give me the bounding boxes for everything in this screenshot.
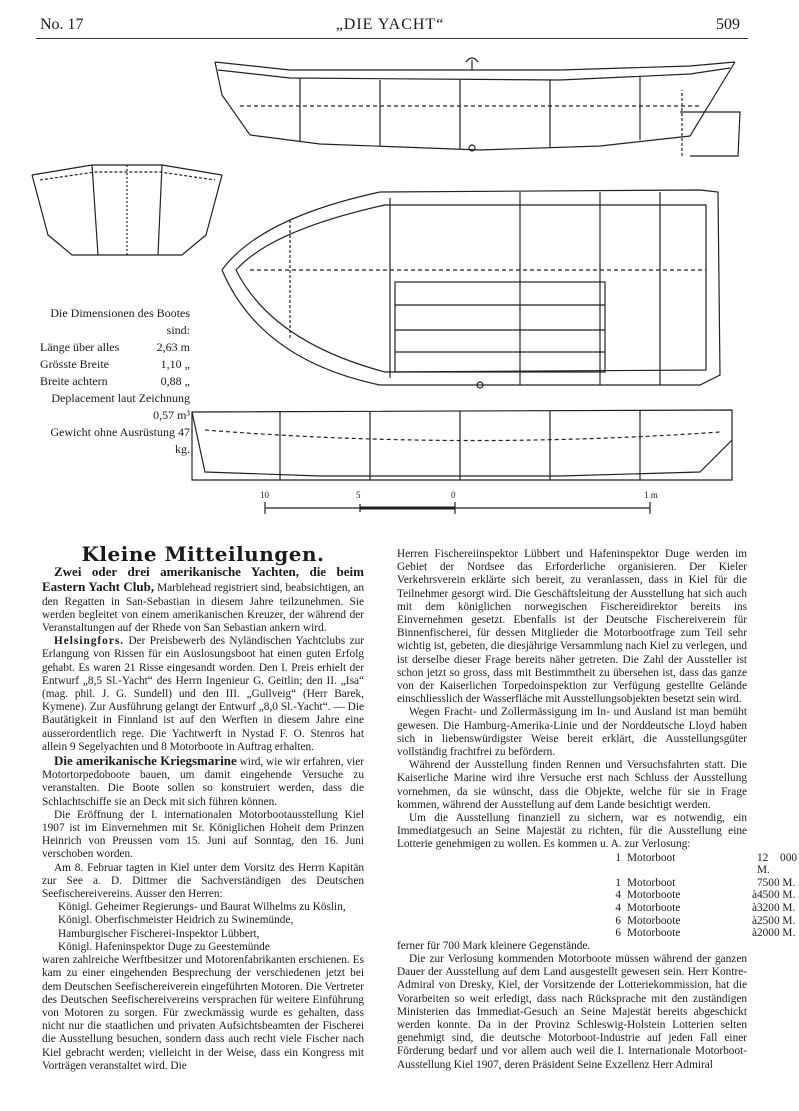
scale-label-0: 0 bbox=[451, 490, 456, 500]
article-text: waren zahlreiche Werftbesitzer und Motorenfabrikanten erschienen. Es kam zu einer eingehenden Besprechung der verschiedenen jetzt bei dem Deutschen Seefischereiverein eingeführten Motoren. Die Vertreter des Deutschen Seefischereivereins versprachen für weitere Einführung von Motoren zu sorgen. Für zweckmässig wurde es gehalten, dass nicht nur die staatlichen und privaten Aufsichtsbeamten der Fischerei die Ausstellung besuchen, sondern dass auch recht viele Fischer nach Kiel gebracht werden; vielleicht in der Weise, dass ein Kongress mit Vorträgen veranstaltet wird. Die bbox=[42, 954, 364, 1072]
column-right bbox=[397, 548, 797, 1072]
article-text: Die zur Verlosung kommenden Motorboote müssen während der ganzen Dauer der Ausstellung auf dem Land ausgestellt gewesen sein. Herr Kontre-Admiral von Dresky, Kiel, der Vorsitzende der Lotteriekommission, hat die Vorarbeiten so weit erledigt, dass nach Rücksprache mit den zuständigen Ministerien das Immediat-Gesuch an Seine Majestät bereits abgeschickt werden konnte. Da in der Provinz Schleswig-Holstein Lotterien selten genehmigt sind, die deutsche Motorboot-Industrie auf jeden Fall einer Förderung bedarf und vor allem auch weil die I. Internationale Motorboot-Ausstellung Kiel 1907, deren Präsident Seine Exzellenz Herr Admiral bbox=[397, 953, 747, 1071]
section-title: Kleine Mitteilungen. bbox=[81, 542, 325, 566]
scale-label-1m: 1 m bbox=[644, 490, 658, 500]
article-lead: Zwei oder drei amerikanische Yachten, die beim Eastern Yacht Club, bbox=[42, 564, 364, 595]
scale-label-10: 10 bbox=[260, 490, 269, 500]
dimension-row: Breite achtern 0,88 „ bbox=[40, 374, 190, 388]
name-line: Königl. Hafeninspektor Duge zu Geestemünde bbox=[58, 940, 270, 953]
article-text: Der Preisbewerb des Nyländischen Yachtclubs zur Erlangung von Rissen für ein Auslosungsboot hat einen guten Erfolg gehabt. Es waren 21 Risse eingesandt worden. Den I. Preis erhielt der Entwurf „8,5 Sl.-Yacht“ des Herrn Ingenieur G. Geitlin; den II. „Isa“ (mag. phil. J. G. Sundell) und den III. „Gullveig“ (Herr Barek, Kymene). Zur Ausführung gelangt der Entwurf „8,0 Sl.-Yacht“. — Die Bautätigkeit in Finnland ist auf den Werften in diesem Jahre eine ausserordentlich rege. Die Yachtwerft in Nystad F. O. Stenros hat allein 9 Segelyachten und 8 Motorboote in Auftrag erhalten. bbox=[42, 635, 365, 753]
scale-bar bbox=[265, 502, 650, 514]
side-elevation bbox=[215, 58, 740, 156]
name-line: Königl. Geheimer Regierungs- und Baurat Wilhelms zu Köslin, bbox=[58, 901, 346, 914]
lottery-list: 1 Motorboot 12 000 M. 1 Motorboot 7500 M. 4 Motorboote à 4500 M. 4 Motorboote à 3200 M. 6 Motorboote à 2500 M. 6 Motorboote à 2000 M. bbox=[615, 851, 797, 940]
article-text: Wegen Fracht- und Zollermässigung im In- und Ausland ist man bemüht gewesen. Die Hamburg-Amerika-Linie und der Norddeutsche Lloyd haben sich in liebenswürdigster Weise bereit erklärt, die Ausstellungsgüter vollständig frachtfrei zu befördern. bbox=[397, 706, 747, 759]
article-text: Um die Ausstellung finanziell zu sichern, war es notwendig, ein Immediatgesuch an Seine Majestät zu richten, für die Ausstellung eine Lotterie genehmigen zu wollen. Es kommen u. A. zur Verlosung: bbox=[397, 812, 747, 851]
lines-view bbox=[192, 410, 732, 480]
name-line: Königl. Oberfischmeister Heidrich zu Swinemünde, bbox=[58, 914, 294, 927]
section-view bbox=[32, 165, 222, 255]
article-text: Marblehead registriert sind, beabsichtigen, an den Regatten in San-Sebastian in diesem Jahre teilzunehmen. Sie werden begleitet von einem amerikanischen Kreuzer, der während der Veranstaltungen auf der Rhede von San Sebastian ankern wird. bbox=[42, 582, 364, 635]
article-text: Die Eröffnung der I. internationalen Motorbootausstellung Kiel 1907 ist im Einvernehmen mit Sr. Königlichen Hoheit dem Prinzen Heinrich von Preussen vom 15. Juni auf Sonntag, den 16. Juni verschoben worden. bbox=[42, 808, 364, 861]
dimensions-intro: Die Dimensionen des Bootes sind: bbox=[50, 306, 190, 337]
article-lead: Die amerikanische Kriegsmarine bbox=[54, 753, 237, 769]
weight-text: Gewicht ohne Ausrüstung 47 kg. bbox=[50, 425, 190, 456]
article-text: Herren Fischereiinspektor Lübbert und Hafeninspektor Duge werden im Gebiet der Nordsee das Erforderliche organisieren. Der Kieler Verkehrsverein erklärte sich bereit, zu veranlassen, dass in Kiel für die Teilnehmer gesorgt wird. Die Geschäftsleitung der Ausstellung hat sich auch mit dem königlichen norwegischen Fischereidirektor bereits ins Einvernehmen gesetzt. Ebenfalls ist der Deutsche Fischereiverein für Binnenfischerei, für dessen Mitglieder die Motorbootfrage zum Teil sehr wichtig ist, gebeten, die diesjährige Versammlung nach Kiel zu verlegen, und ist derselbe dieser Frage bereits näher getreten. Die Zahl der Aussteller ist schon jetzt so gross, dass mit Bestimmtheit zu übersehen ist, dass das ganze von der Kaiserlichen Torpedoinspektion zur Verfügung gestellte Gelände einschliesslich der Wasserfläche mit Ausstellungsobjekten besetzt sein wird. bbox=[397, 548, 747, 706]
page-number: 509 bbox=[716, 16, 740, 33]
article-text: ferner für 700 Mark kleinere Gegenstände. bbox=[397, 939, 591, 952]
dimensions-block bbox=[40, 305, 190, 458]
header-rule bbox=[36, 38, 748, 39]
boat-drawing bbox=[0, 40, 799, 540]
issue-number: No. 17 bbox=[40, 16, 84, 33]
scale-labels bbox=[260, 490, 658, 500]
article-text: Während der Ausstellung finden Rennen und Versuchsfahrten statt. Die Kaiserliche Marine wird ihre Versuche erst nach Schluss der Ausstellung vornehmen, da sie wünscht, dass die Objekte, welche für sie in Frage kommen, während der Ausstellung auf dem Lande besichtigt werden. bbox=[397, 759, 747, 811]
dimension-row: Grösste Breite 1,10 „ bbox=[40, 357, 190, 371]
scale-label-5: 5 bbox=[356, 490, 361, 500]
name-line: Hamburgischer Fischerei-Inspektor Lübbert, bbox=[58, 927, 260, 940]
column-left bbox=[42, 542, 365, 1073]
article-text: Am 8. Februar tagten in Kiel unter dem Vorsitz des Herrn Kapitän zur See a. D. Dittmer die Sachverständigen des Deutschen Seefischereivereins. Ausser den Herren: bbox=[42, 861, 364, 901]
page-header bbox=[40, 14, 740, 38]
journal-title: „DIE YACHT“ bbox=[335, 16, 445, 33]
article-lead: Helsingfors. bbox=[54, 635, 125, 648]
article-text: wird, wie wir erfahren, vier Motortorpedoboote bauen, um damit eingehende Versuche zu veranstalten. Die Boote sollen so konstruiert werden, dass die Schlachtschiffe sie an Deck mit sich führen können. bbox=[42, 756, 365, 808]
plan-view bbox=[222, 190, 720, 388]
deplacement-text: Deplacement laut Zeichnung 0,57 m³ bbox=[51, 391, 190, 422]
dimension-row: Länge über alles 2,63 m bbox=[40, 340, 190, 354]
